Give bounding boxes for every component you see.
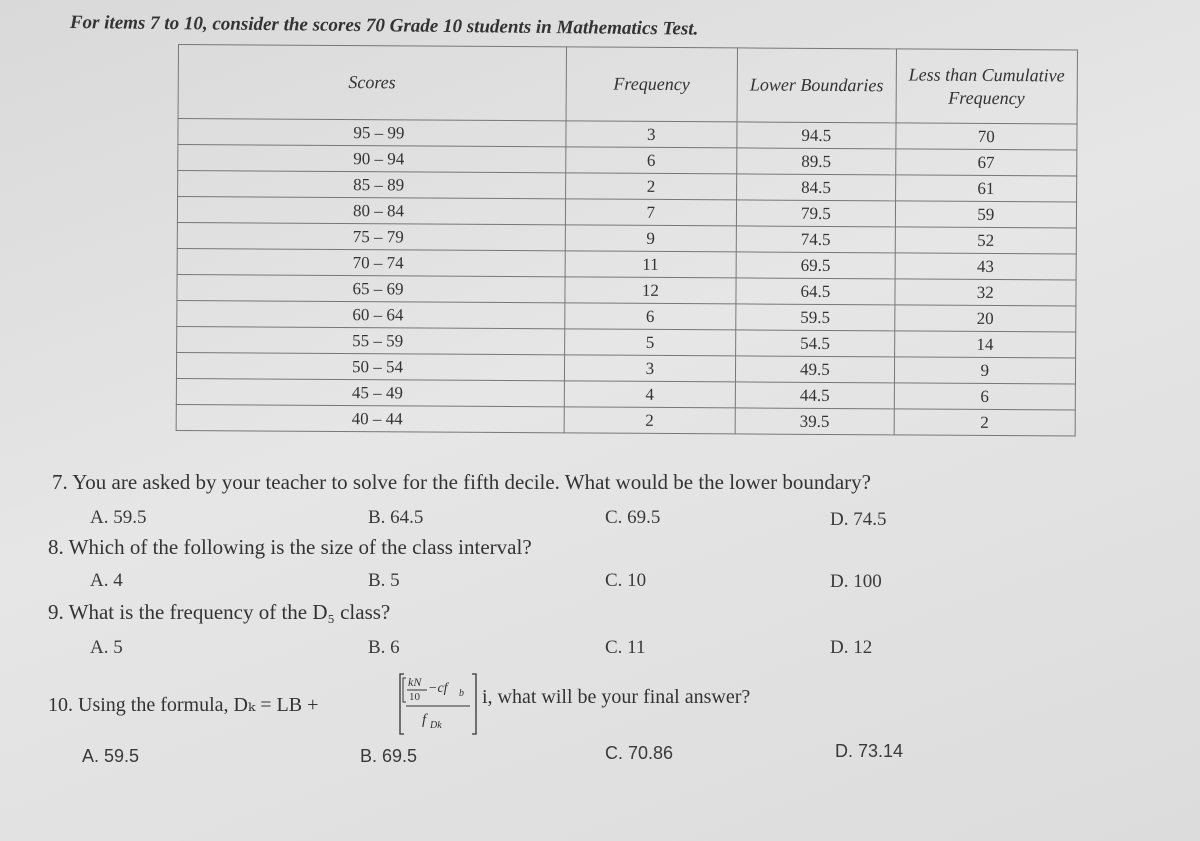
q9-option-b[interactable]: B. 6	[368, 637, 400, 658]
header-scores: Scores	[178, 45, 566, 121]
cell-score-range: 40 – 44	[176, 404, 564, 432]
cell-cumulative-frequency: 61	[895, 175, 1077, 202]
cell-frequency: 2	[564, 407, 736, 434]
table-header-row	[178, 45, 1077, 124]
cell-score-range: 85 – 89	[178, 171, 566, 199]
header-cumulative-frequency: Less than Cumulative Frequency	[896, 49, 1078, 124]
cell-score-range: 70 – 74	[177, 248, 565, 276]
q8-option-c[interactable]: C. 10	[605, 570, 647, 591]
decile-formula-fraction	[398, 668, 478, 738]
cell-cumulative-frequency: 52	[895, 227, 1077, 254]
cell-cumulative-frequency: 70	[895, 123, 1077, 150]
instructions-heading: For items 7 to 10, consider the scores 70 Grade 10 students in Mathematics Test.	[69, 12, 699, 40]
cell-cumulative-frequency: 2	[894, 409, 1076, 436]
cell-frequency: 3	[565, 121, 737, 148]
q7-option-a[interactable]: A. 59.5	[90, 507, 147, 528]
question-7: 7. You are asked by your teacher to solve for the fifth decile. What would be the lower boundary?	[52, 470, 871, 494]
question-9: 9. What is the frequency of the D₅ class?	[48, 600, 391, 624]
cell-frequency: 6	[565, 147, 737, 174]
cell-lower-boundary: 64.5	[736, 278, 895, 305]
formula-kn: kN	[408, 675, 422, 689]
cell-lower-boundary: 69.5	[736, 252, 895, 279]
cell-lower-boundary: 74.5	[736, 226, 895, 253]
cell-lower-boundary: 39.5	[735, 408, 894, 435]
cell-score-range: 55 – 59	[177, 326, 565, 354]
cell-cumulative-frequency: 20	[894, 305, 1076, 332]
question-10-intro: 10. Using the formula, Dₖ = LB +	[48, 694, 319, 716]
formula-sub-b: b	[459, 688, 464, 699]
q10-option-d[interactable]: D. 73.14	[835, 741, 904, 761]
cell-score-range: 65 – 69	[177, 274, 565, 302]
q7-option-c[interactable]: C. 69.5	[605, 507, 661, 528]
cell-score-range: 45 – 49	[176, 378, 564, 406]
table-row	[176, 404, 1075, 435]
q8-option-d[interactable]: D. 100	[830, 571, 882, 592]
cell-lower-boundary: 89.5	[737, 148, 896, 175]
cell-frequency: 12	[564, 277, 736, 304]
cell-lower-boundary: 94.5	[737, 122, 896, 149]
q9-option-c[interactable]: C. 11	[605, 637, 646, 658]
cell-frequency: 4	[564, 381, 736, 408]
cell-cumulative-frequency: 9	[894, 357, 1076, 384]
cell-lower-boundary: 49.5	[736, 356, 895, 383]
cell-frequency: 9	[565, 225, 737, 252]
cell-lower-boundary: 54.5	[736, 330, 895, 357]
cell-cumulative-frequency: 43	[895, 253, 1077, 280]
q7-option-d[interactable]: D. 74.5	[830, 509, 887, 530]
formula-f: f	[422, 712, 427, 728]
q10-option-c[interactable]: C. 70.86	[605, 743, 674, 763]
cell-score-range: 50 – 54	[176, 352, 564, 380]
q7-option-b[interactable]: B. 64.5	[368, 507, 424, 528]
cell-lower-boundary: 84.5	[737, 174, 896, 201]
q8-option-a[interactable]: A. 4	[90, 570, 123, 591]
cell-lower-boundary: 44.5	[735, 382, 894, 409]
q8-option-b[interactable]: B. 5	[368, 570, 400, 591]
cell-cumulative-frequency: 6	[894, 383, 1076, 410]
q9-option-a[interactable]: A. 5	[90, 637, 123, 658]
q10-option-b[interactable]: B. 69.5	[360, 746, 418, 766]
cell-cumulative-frequency: 59	[895, 201, 1077, 228]
cell-frequency: 11	[565, 251, 737, 278]
cell-score-range: 60 – 64	[177, 300, 565, 328]
cell-frequency: 7	[565, 199, 737, 226]
cell-score-range: 90 – 94	[178, 145, 566, 173]
header-frequency: Frequency	[566, 47, 738, 122]
cell-frequency: 2	[565, 173, 737, 200]
cell-frequency: 3	[564, 355, 736, 382]
q9-option-d[interactable]: D. 12	[830, 637, 873, 658]
cell-lower-boundary: 79.5	[737, 200, 896, 227]
scores-table	[176, 44, 1078, 436]
cell-score-range: 80 – 84	[177, 197, 565, 225]
cell-frequency: 5	[564, 329, 736, 356]
cell-lower-boundary: 59.5	[736, 304, 895, 331]
formula-cf: −cf	[428, 681, 448, 696]
formula-10: 10	[409, 691, 420, 703]
table-body	[176, 119, 1077, 436]
cell-score-range: 95 – 99	[178, 119, 566, 147]
cell-score-range: 75 – 79	[177, 222, 565, 250]
header-lower-boundaries: Lower Boundaries	[737, 48, 896, 123]
cell-frequency: 6	[564, 303, 736, 330]
cell-cumulative-frequency: 32	[894, 279, 1076, 306]
q10-option-a[interactable]: A. 59.5	[82, 746, 140, 766]
question-8: 8. Which of the following is the size of the class interval?	[48, 535, 532, 559]
formula-sub-dk: Dk	[430, 720, 442, 731]
question-10-outro: i, what will be your final answer?	[482, 686, 751, 708]
cell-cumulative-frequency: 67	[895, 149, 1077, 176]
cell-cumulative-frequency: 14	[894, 331, 1076, 358]
